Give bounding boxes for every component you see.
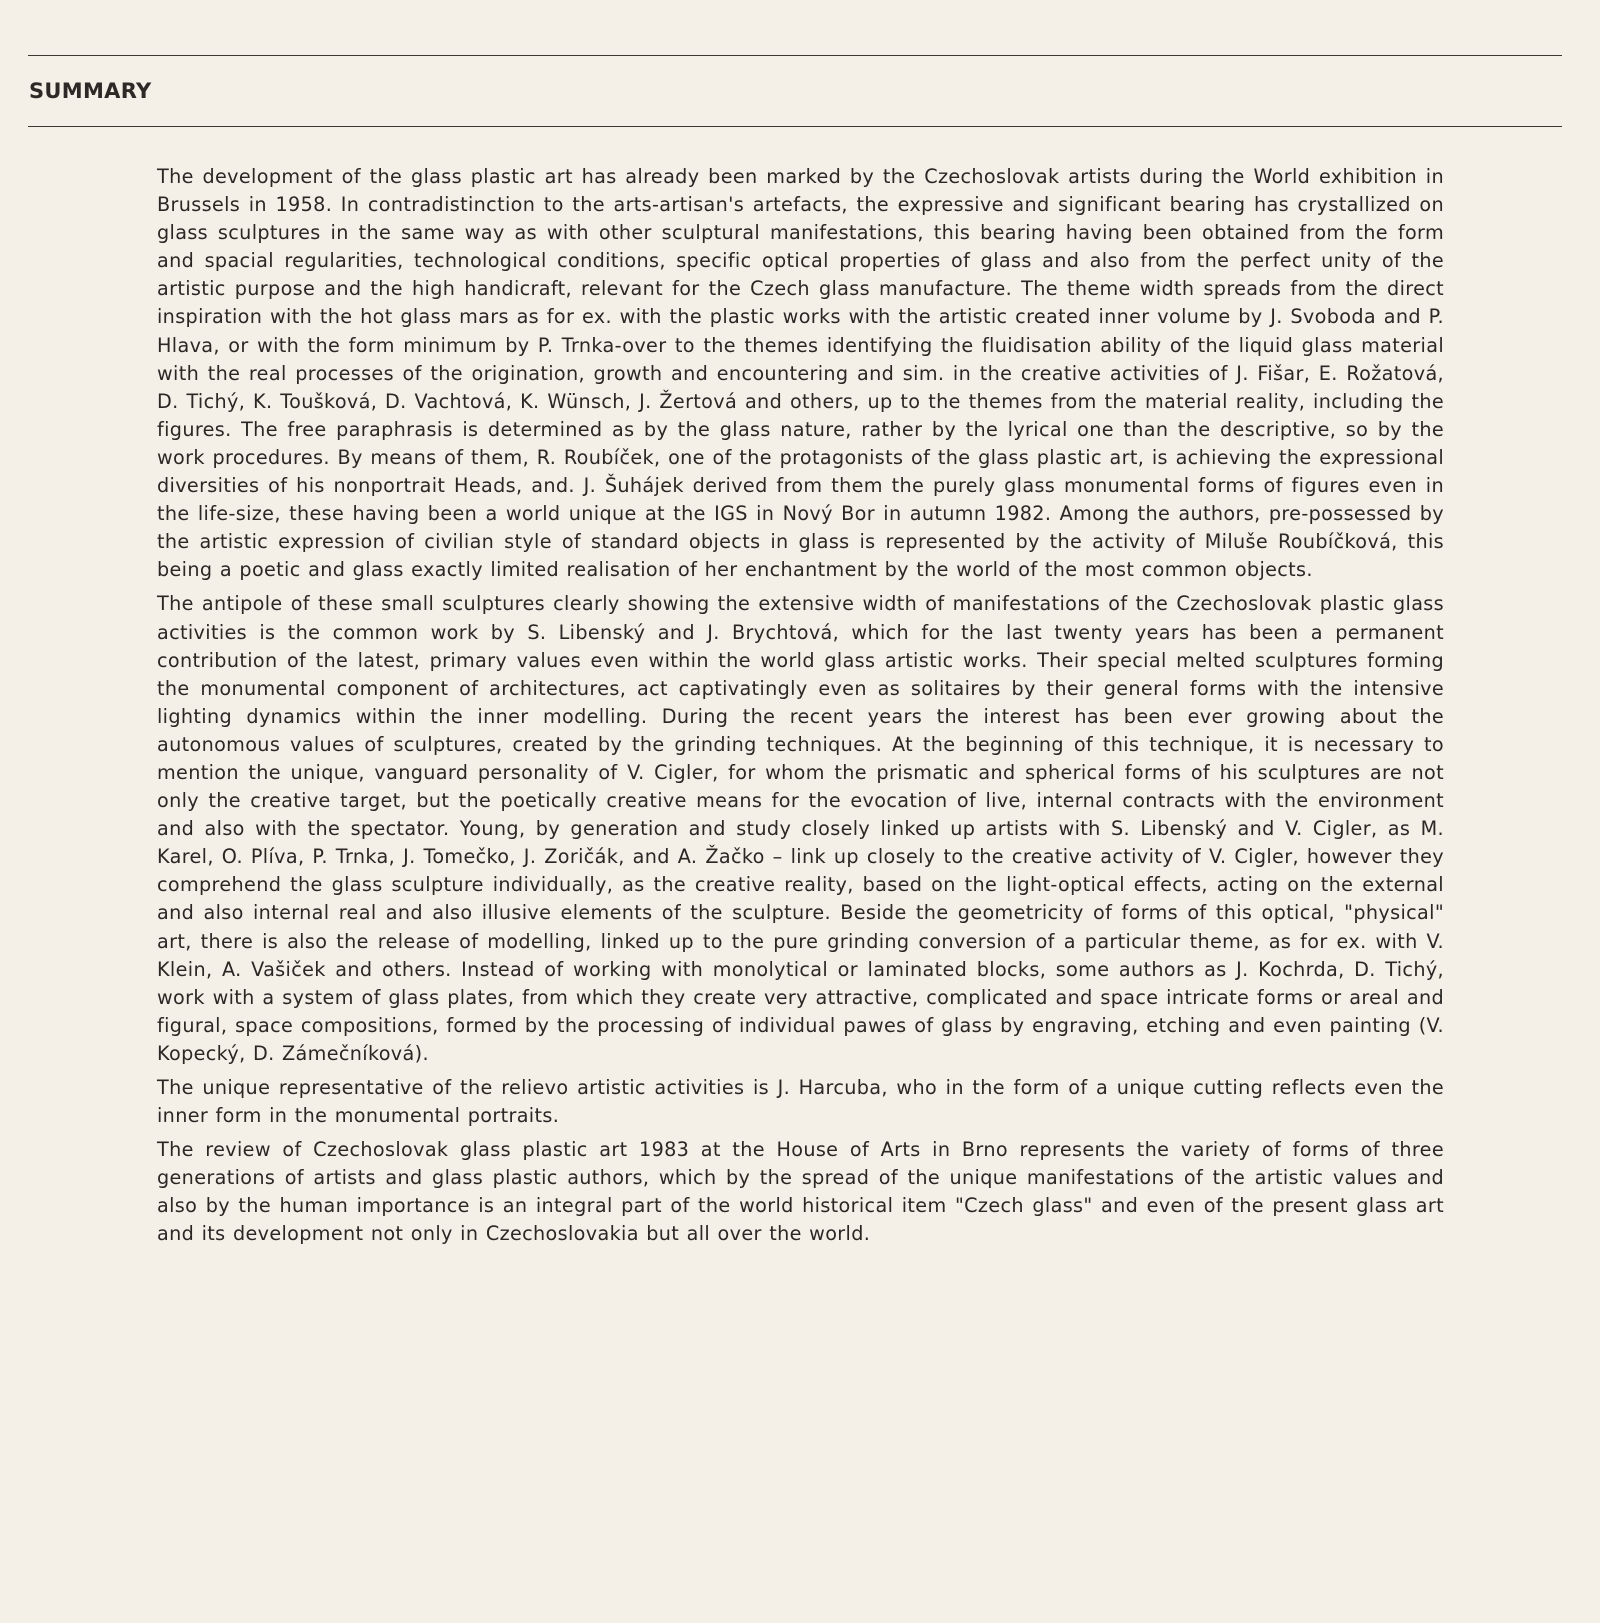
page-title: SUMMARY [29, 79, 152, 103]
paragraph: The unique representative of the relievo artistic activities is J. Harcuba, who in the form of a unique cutting reflects even the inner form in the monumental portraits. [157, 1076, 1444, 1128]
top-divider [28, 55, 1562, 56]
header-divider [28, 126, 1562, 127]
paragraph: The development of the glass plastic art has already been marked by the Czechoslovak artists during the World exhibition in Brussels in 1958. In contradistinction to the arts-artisan's artefacts, the expressive and significant bearing has crystallized on glass sculptures in the same way as with other sculptural manifestations, this bearing having been obtained from the form and spacial regularities, technological conditions, specific optical properties of glass and also from the perfect unity of the artistic purpose and the high handicraft, relevant for the Czech glass manufacture. The theme width spreads from the direct inspiration with the hot glass mars as for ex. with the plastic works with the artistic created inner volume by J. Svoboda and P. Hlava, or with the form minimum by P. Trnka-over to the themes identifying the fluidisation ability of the liquid glass material with the real processes of the origination, growth and encountering and sim. in the creative activities of J. Fišar, E. Rožatová, D. Tichý, K. Toušková, D. Vachtová, K. Wünsch, J. Žertová and others, up to the themes from the material reality, including the figures. The free paraphrasis is determined as by the glass nature, rather by the lyrical one than the descriptive, so by the work procedures. By means of them, R. Roubíček, one of the protagonists of the glass plastic art, is achieving the expressional diversities of his nonportrait Heads, and. J. Šuhájek derived from them the purely glass monumental forms of figures even in the life-size, these having been a world unique at the IGS in Nový Bor in autumn 1982. Among the authors, pre-possessed by the artistic expression of civilian style of standard objects in glass is represented by the activity of Miluše Roubíčková, this being a poetic and glass exactly limited realisation of her enchantment by the world of the most common objects. [157, 165, 1444, 582]
summary-body [157, 163, 1444, 1255]
paragraph: The antipole of these small sculptures clearly showing the extensive width of manifestations of the Czechoslovak plastic glass activities is the common work by S. Libenský and J. Brychtová, which for the last twenty years has been a permanent contribution of the latest, primary values even within the world glass artistic works. Their special melted sculptures forming the monumental component of architectures, act captivatingly even as solitaires by their general forms with the intensive lighting dynamics within the inner modelling. During the recent years the interest has been ever growing about the autonomous values of sculptures, created by the grinding techniques. At the beginning of this technique, it is necessary to mention the unique, vanguard personality of V. Cigler, for whom the prismatic and spherical forms of his sculptures are not only the creative target, but the poetically creative means for the evocation of live, internal contracts with the environment and also with the spectator. Young, by generation and study closely linked up artists with S. Libenský and V. Cigler, as M. Karel, O. Plíva, P. Trnka, J. Tomečko, J. Zoričák, and A. Žačko – link up closely to the creative activity of V. Cigler, however they comprehend the glass sculpture individually, as the creative reality, based on the light-optical effects, acting on the external and also internal real and also illusive elements of the sculpture. Beside the geometricity of forms of this optical, "physical" art, there is also the release of modelling, linked up to the pure grinding conversion of a particular theme, as for ex. with V. Klein, A. Vašiček and others. Instead of working with monolytical or laminated blocks, some authors as J. Kochrda, D. Tichý, work with a system of glass plates, from which they create very attractive, complicated and space intricate forms or areal and figural, space compositions, formed by the processing of individual pawes of glass by engraving, etching and even painting (V. Kopecký, D. Zámečníková). [157, 592, 1444, 1065]
paragraph: The review of Czechoslovak glass plastic art 1983 at the House of Arts in Brno represents the variety of forms of three generations of artists and glass plastic authors, which by the spread of the unique manifestations of the artistic values and also by the human importance is an integral part of the world historical item "Czech glass" and even of the present glass art and its development not only in Czechoslovakia but all over the world. [157, 1138, 1444, 1246]
